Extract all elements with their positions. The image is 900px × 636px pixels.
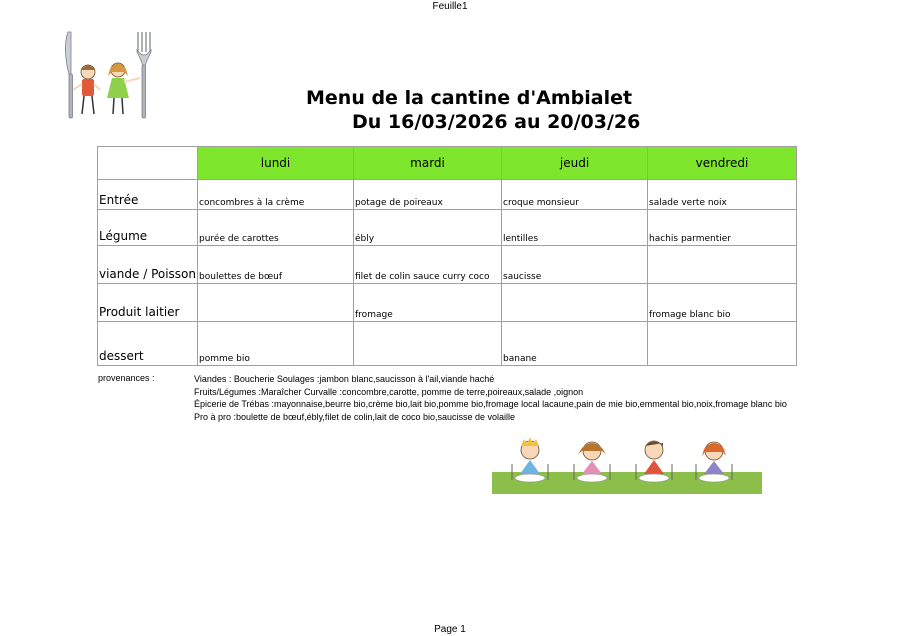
menu-cell: salade verte noix	[648, 180, 797, 210]
menu-cell: fromage blanc bio	[648, 284, 797, 322]
sheet-name: Feuille1	[432, 1, 468, 12]
menu-cell: purée de carottes	[198, 210, 354, 246]
menu-date-range: Du 16/03/2026 au 20/03/26	[352, 111, 641, 133]
row-label-legume: Légume	[98, 210, 198, 246]
menu-cell: concombres à la crème	[198, 180, 354, 210]
page-number: Page 1	[434, 624, 466, 635]
menu-cell: filet de colin sauce curry coco	[354, 246, 502, 284]
table-row-entree	[98, 180, 797, 210]
children-at-table-illustration	[492, 434, 762, 494]
menu-cell: pomme bio	[198, 322, 354, 366]
provenance-line: Pro à pro :boulette de bœuf,ébly,filet de colin,lait de coco bio,saucisse de volaille	[194, 412, 516, 423]
menu-cell	[648, 322, 797, 366]
day-header-friday: vendredi	[648, 147, 797, 180]
corner-cell	[98, 147, 198, 180]
table-row-laitier	[98, 284, 797, 322]
menu-cell	[502, 284, 648, 322]
provenance-line: Viandes : Boucherie Soulages :jambon blanc,saucisson à l'ail,viande haché	[194, 374, 495, 384]
menu-cell: saucisse	[502, 246, 648, 284]
menu-cell	[198, 284, 354, 322]
day-header-thursday: jeudi	[502, 147, 648, 180]
menu-cell: boulettes de bœuf	[198, 246, 354, 284]
menu-cell: ébly	[354, 210, 502, 246]
day-header-monday: lundi	[198, 147, 354, 180]
menu-cell: fromage	[354, 284, 502, 322]
table-row-legume	[98, 210, 797, 246]
row-label-viande: viande / Poisson	[98, 246, 198, 284]
provenance-line: Fruits/Légumes :Maraîcher Curvalle :concombre,carotte, pomme de terre,poireaux,salade ,oignon	[194, 386, 584, 397]
day-header-tuesday: mardi	[354, 147, 502, 180]
row-label-entree: Entrée	[98, 180, 198, 210]
menu-title: Menu de la cantine d'Ambialet	[306, 87, 633, 109]
day-header-row	[98, 147, 797, 180]
menu-cell: potage de poireaux	[354, 180, 502, 210]
menu-cell: lentilles	[502, 210, 648, 246]
menu-cell: banane	[502, 322, 648, 366]
row-label-laitier: Produit laitier	[98, 284, 198, 322]
menu-table	[97, 146, 797, 366]
menu-cell	[648, 246, 797, 284]
menu-cell	[354, 322, 502, 366]
provenances-list	[194, 373, 794, 424]
provenance-line: Épicerie de Trébas :mayonnaise,beurre bio,crème bio,lait bio,pomme bio,fromage local lacaune,pain de mie bio,emmental bio,noix,fromage blanc bio	[194, 399, 787, 410]
children-cutlery-logo	[60, 30, 152, 122]
table-row-dessert	[98, 322, 797, 366]
provenances-label: provenances :	[98, 373, 155, 383]
menu-cell: hachis parmentier	[648, 210, 797, 246]
menu-cell: croque monsieur	[502, 180, 648, 210]
row-label-dessert: dessert	[98, 322, 198, 366]
table-row-viande	[98, 246, 797, 284]
